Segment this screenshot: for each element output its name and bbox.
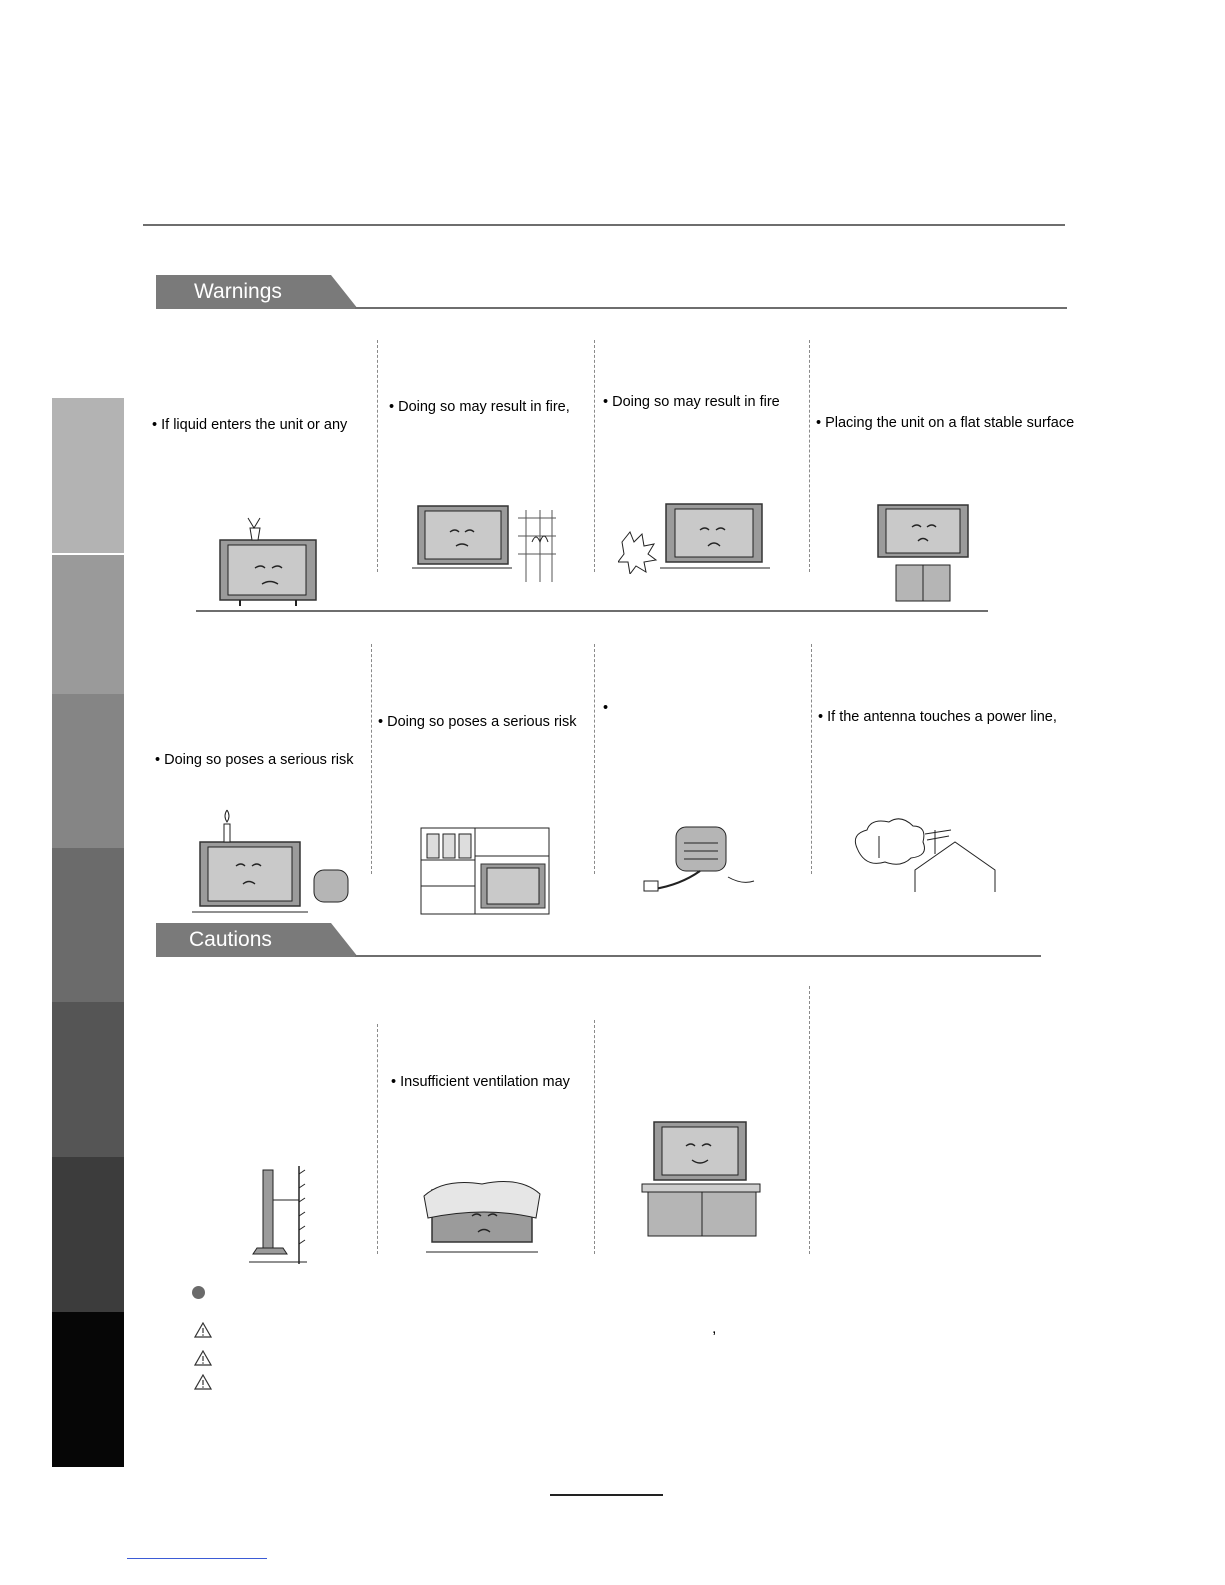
tv-heat-illustration	[618, 502, 778, 574]
top-rule	[143, 224, 1065, 226]
warning-triangle-icon	[194, 1322, 212, 1338]
tv-covered-illustration	[420, 1176, 544, 1256]
tv-wall-distance-illustration	[247, 1164, 307, 1266]
tv-stand-illustration	[876, 503, 972, 605]
warning-text-4: • Placing the unit on a flat stable surface	[816, 415, 1075, 431]
side-tab-1[interactable]	[52, 398, 124, 553]
warning-triangle-icon	[194, 1350, 212, 1366]
warning-text-3: • Doing so may result in fire	[603, 394, 780, 410]
side-tab-4[interactable]	[52, 848, 124, 1002]
warning-text-5: • Doing so poses a serious risk	[155, 752, 354, 768]
tv-cabinet-illustration	[640, 1120, 764, 1238]
warnings-title: Warnings	[194, 280, 282, 303]
tv-fire-illustration	[408, 502, 558, 590]
divider	[809, 340, 810, 572]
divider	[594, 1020, 595, 1254]
tv-shelf-illustration	[419, 826, 553, 916]
warning-text-2: • Doing so may result in fire,	[389, 399, 570, 415]
side-tab-6[interactable]	[52, 1157, 124, 1312]
side-tab-5[interactable]	[52, 1002, 124, 1157]
side-tab-2[interactable]	[52, 555, 124, 694]
heater-plug-illustration	[640, 823, 760, 897]
cautions-title: Cautions	[189, 928, 272, 951]
cautions-rule	[355, 955, 1041, 957]
note-comma: ,	[712, 1320, 717, 1337]
divider	[594, 340, 595, 572]
cautions-header	[156, 923, 366, 957]
footer-link-line[interactable]	[127, 1558, 267, 1559]
divider	[377, 340, 378, 572]
tv-candle-illustration	[188, 806, 358, 914]
tv-liquid-illustration	[210, 512, 330, 608]
antenna-house-illustration	[849, 818, 999, 894]
side-tab-3[interactable]	[52, 694, 124, 848]
warning-text-1: • If liquid enters the unit or any	[152, 417, 348, 433]
divider	[377, 1024, 378, 1254]
note-bullet-dot	[192, 1286, 205, 1299]
divider	[594, 644, 595, 874]
warning-text-8: • If the antenna touches a power line,	[818, 709, 1057, 725]
divider	[371, 644, 372, 874]
side-tab-7[interactable]	[52, 1312, 124, 1467]
warning-triangle-icon	[194, 1374, 212, 1390]
warning-text-7: •	[603, 700, 609, 716]
page-number-underline	[550, 1494, 663, 1496]
divider	[809, 986, 810, 1254]
row1-base-rule	[196, 610, 988, 612]
caution-text-1: • Insufficient ventilation may	[391, 1074, 570, 1090]
divider	[811, 644, 812, 874]
warning-text-6: • Doing so poses a serious risk	[378, 714, 577, 730]
warnings-header	[156, 275, 366, 309]
warnings-rule	[355, 307, 1067, 309]
